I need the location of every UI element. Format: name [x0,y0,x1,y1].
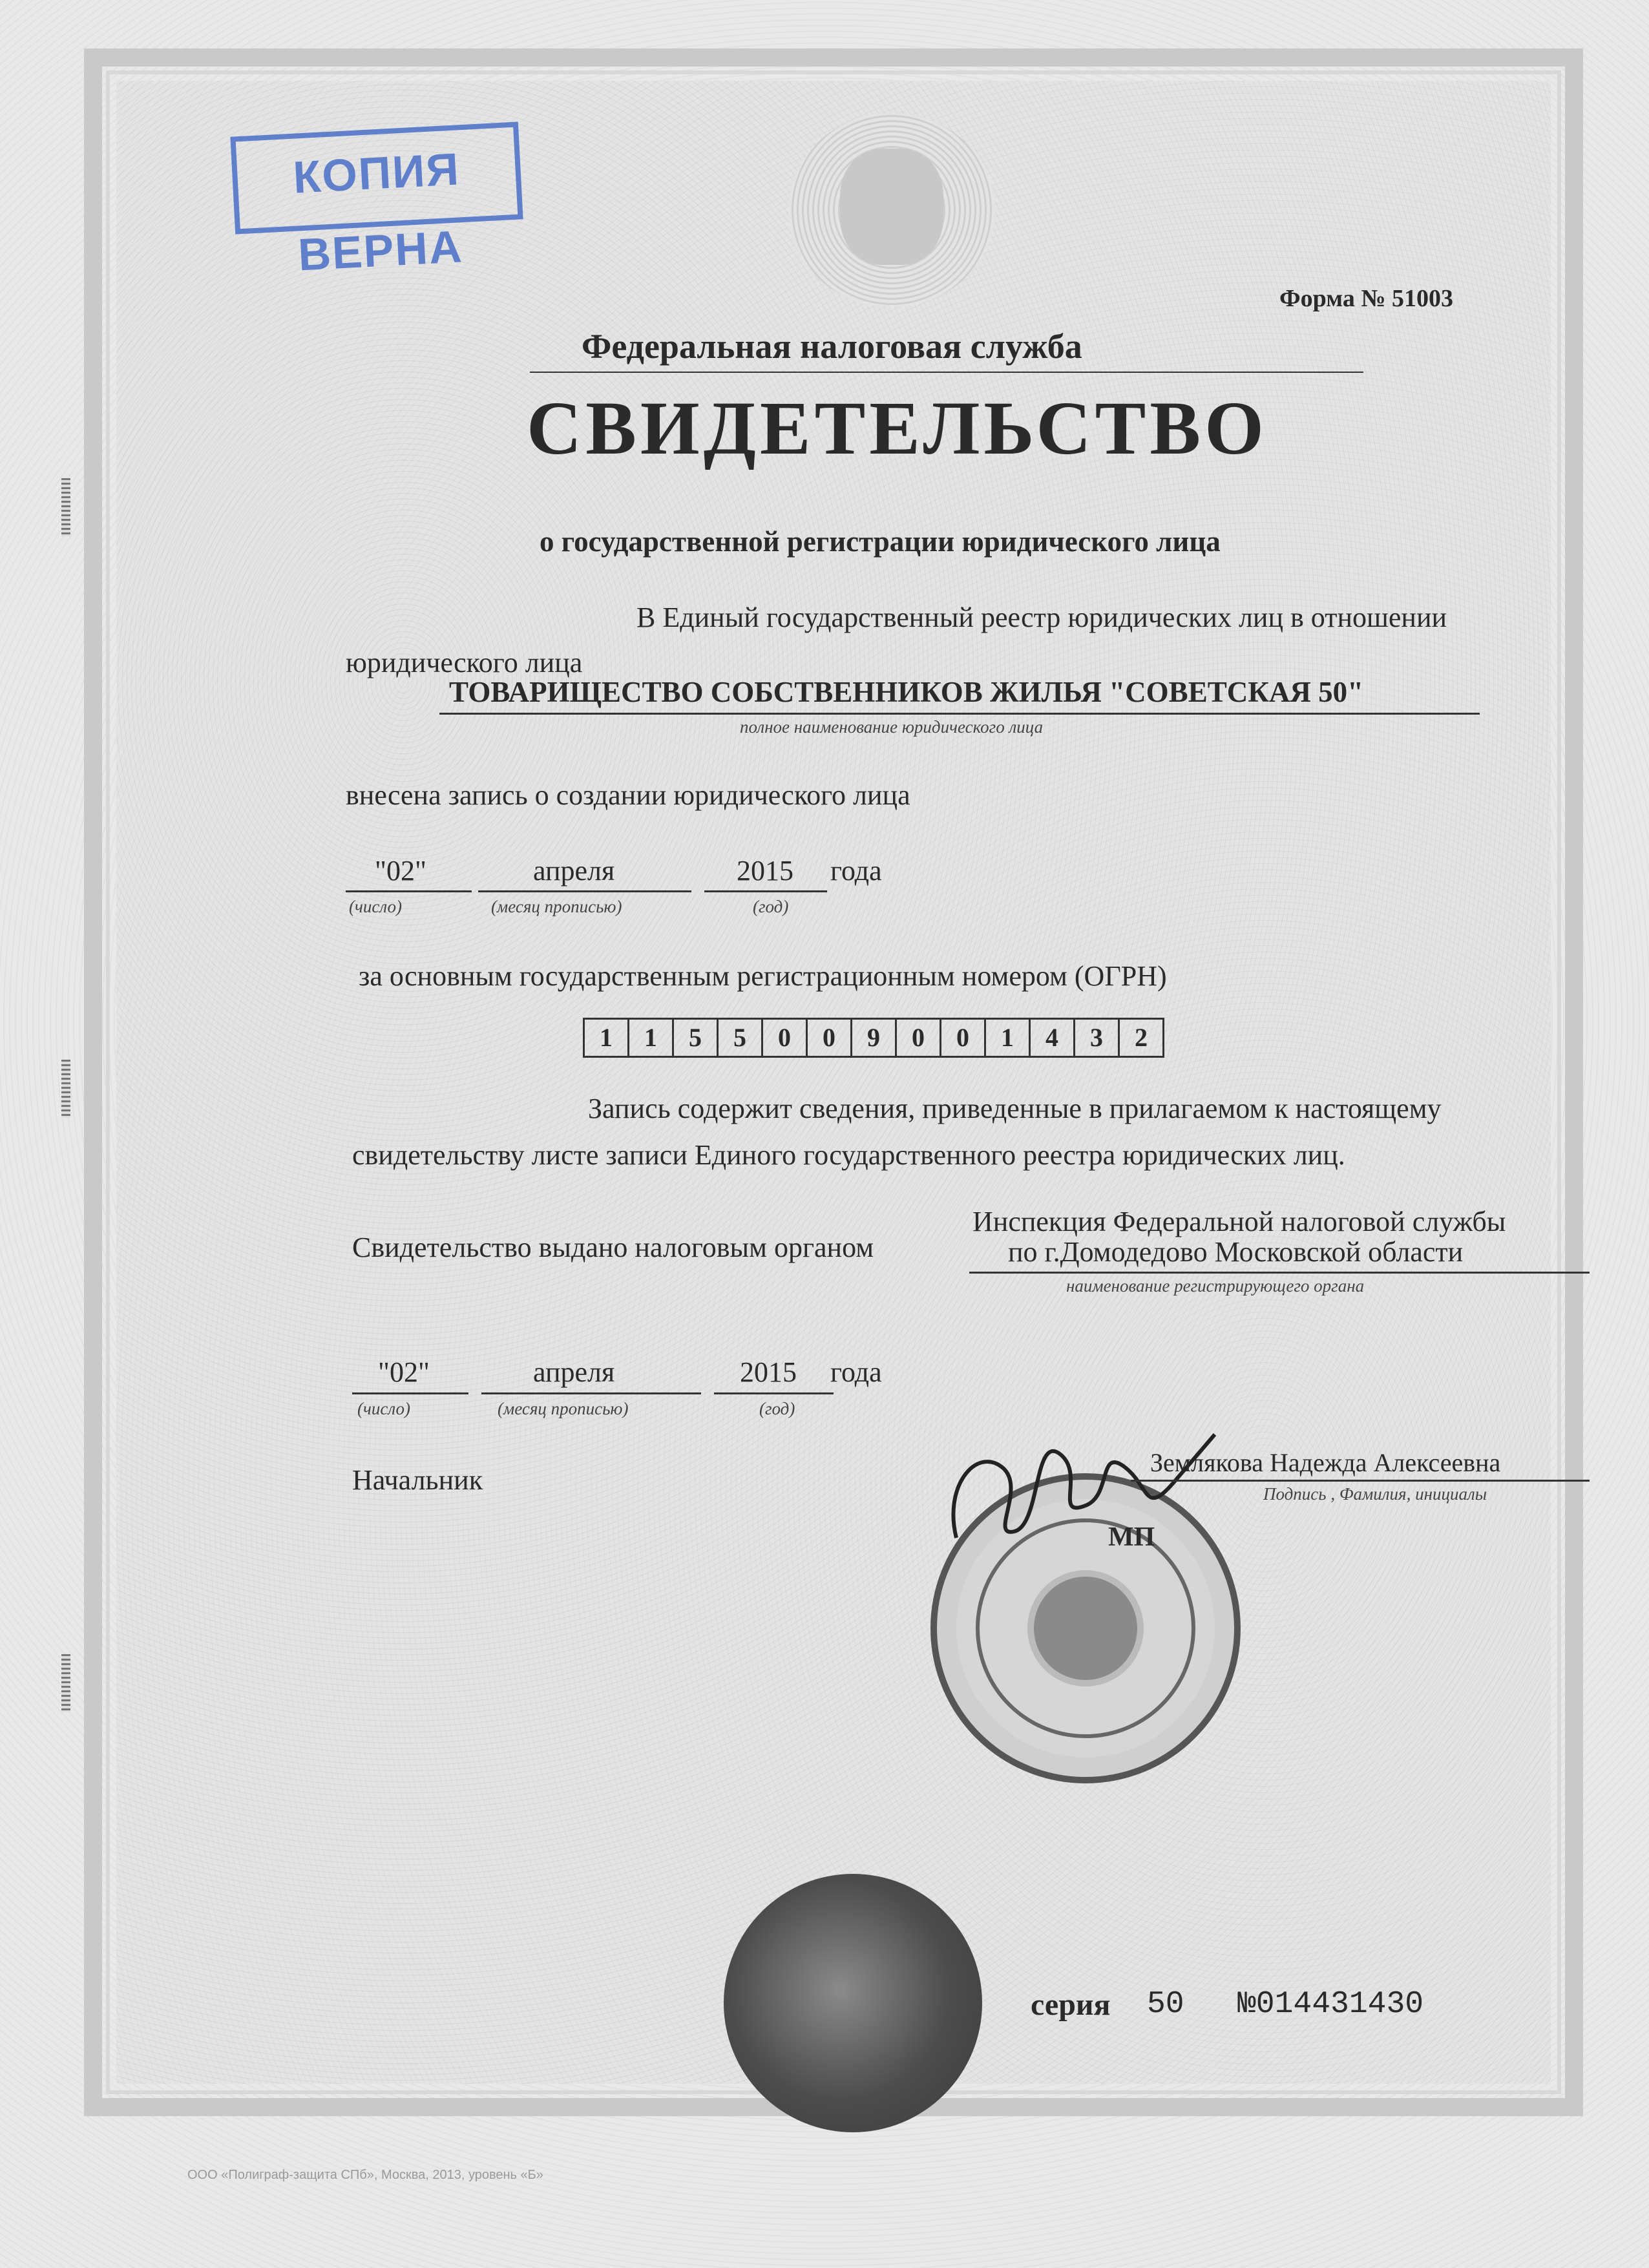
issuer-caption: наименование регистрирующего органа [1066,1276,1365,1296]
date2-month-caption: (месяц прописью) [498,1399,629,1418]
ogrn-digit: 5 [717,1018,763,1058]
guilloche-background [116,81,1551,2084]
date2-day-line [352,1392,468,1394]
date1-month-line [478,890,691,892]
printer-footer: ООО «Полиграф-защита СПб», Москва, 2013, уровень «Б» [187,2168,543,2182]
ogrn-digit: 1 [583,1018,629,1058]
date1-day-line [346,890,472,892]
doc-title: СВИДЕТЕЛЬСТВО [527,386,1268,470]
entity-name: ТОВАРИЩЕСТВО СОБСТВЕННИКОВ ЖИЛЬЯ "СОВЕТСКАЯ 50" [449,676,1364,708]
date1-year: 2015 [737,855,793,887]
date2-month-line [481,1392,701,1394]
ogrn-digit: 5 [672,1018,719,1058]
entity-name-underline [439,713,1480,715]
issuer-underline [969,1272,1590,1274]
date1-day: "02" [375,855,426,887]
date2-year: 2015 [740,1356,797,1388]
agency-name: Федеральная налоговая служба [582,327,1082,366]
date2-suffix: года [830,1356,882,1388]
agency-underline [530,372,1363,373]
date1-day-caption: (число) [349,897,402,916]
certificate-number: №014431430 [1237,1987,1424,2022]
ogrn-digit: 3 [1073,1018,1120,1058]
date1-suffix: года [830,855,882,887]
seal-eagle-icon [1034,1577,1137,1680]
ogrn-digit: 1 [984,1018,1031,1058]
hologram-seal [724,1874,982,2132]
scan-edge-mark [61,478,70,536]
ogrn-digit: 2 [1118,1018,1164,1058]
doc-subtitle: о государственной регистрации юридического лица [540,525,1221,558]
eagle-icon [840,149,943,265]
date2-day-caption: (число) [357,1399,410,1418]
signature-icon [930,1409,1241,1577]
issuer-line-2: по г.Домодедово Московской области [1008,1236,1464,1268]
mp-mark: МП [1108,1522,1155,1552]
ogrn-digit: 0 [806,1018,852,1058]
date1-month: апреля [533,855,615,887]
entity-name-caption: полное наименование юридического лица [740,717,1044,737]
scan-edge-mark [61,1654,70,1712]
position-title: Начальник [352,1464,483,1496]
signer-name: Землякова Надежда Алексеевна [1150,1448,1501,1477]
ogrn-digit: 4 [1029,1018,1075,1058]
date2-year-caption: (год) [759,1399,795,1418]
ogrn-digit: 9 [850,1018,897,1058]
content-line-1: Запись содержит сведения, приведенные в прилагаемом к настоящему [588,1093,1442,1124]
date2-month: апреля [533,1356,615,1388]
copy-certified-stamp: КОПИЯ ВЕРНА [230,121,523,234]
ogrn-digit: 0 [940,1018,986,1058]
date2-day: "02" [378,1356,430,1388]
ogrn-number-grid [585,1018,1164,1058]
signer-underline [1131,1480,1590,1482]
signer-caption: Подпись , Фамилия, инициалы [1263,1484,1487,1504]
intro-line-1: В Единый государственный реестр юридических лиц в отношении [636,602,1447,633]
ogrn-digit: 0 [761,1018,808,1058]
intro-line-2: юридического лица [346,647,583,678]
scan-edge-mark [61,1060,70,1118]
ogrn-label: за основным государственным регистрационным номером (ОГРН) [359,960,1167,992]
content-line-2: свидетельству листе записи Единого государственного реестра юридических лиц. [352,1139,1345,1171]
date1-year-caption: (год) [753,897,789,916]
series-label: серия [1031,1988,1111,2022]
record-text: внесена запись о создании юридического лица [346,779,910,811]
form-number: Форма № 51003 [1279,285,1454,312]
issued-label: Свидетельство выдано налоговым органом [352,1232,874,1263]
date2-year-line [714,1392,834,1394]
issuer-line-1: Инспекция Федеральной налоговой службы [972,1206,1506,1237]
date1-year-line [704,890,827,892]
date1-month-caption: (месяц прописью) [491,897,622,916]
ogrn-digit: 1 [627,1018,674,1058]
series-value: 50 [1147,1987,1184,2022]
ogrn-digit: 0 [895,1018,941,1058]
